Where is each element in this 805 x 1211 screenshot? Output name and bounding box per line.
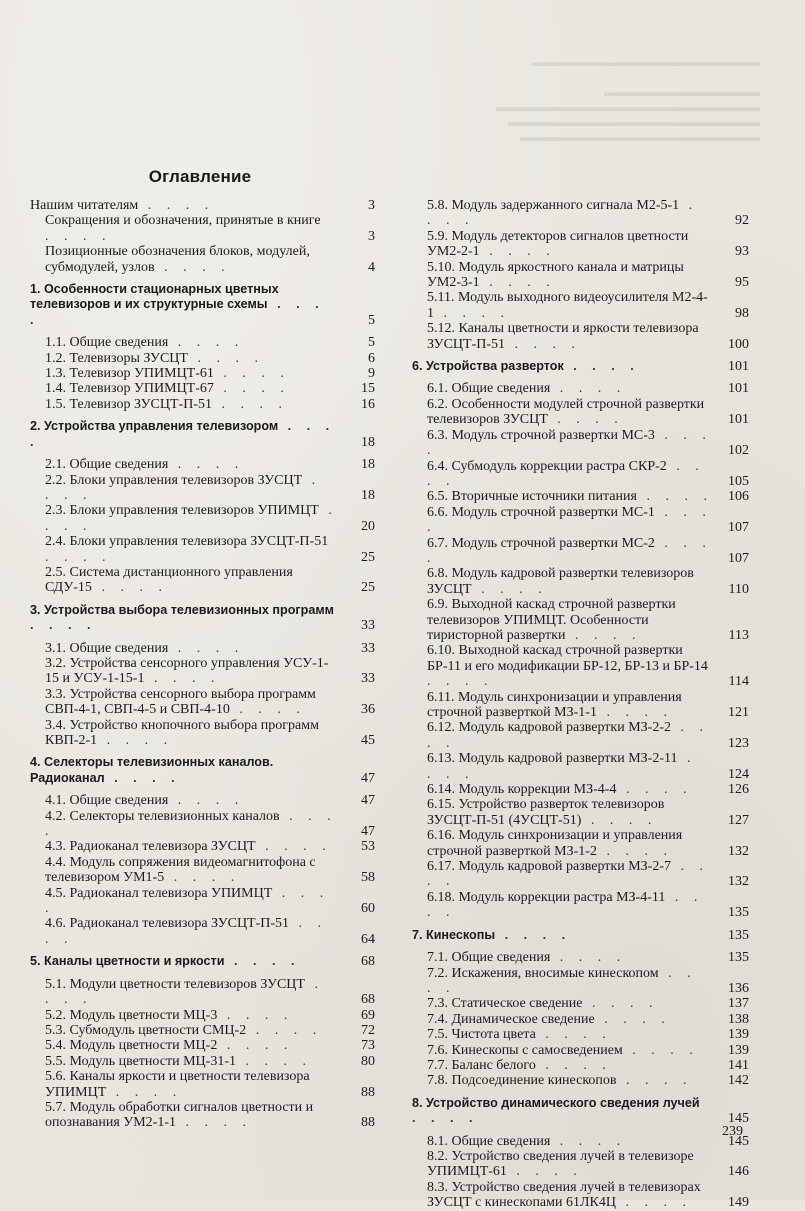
toc-entry-title: 7.8. Подсоединение кинескопов . . . . <box>427 1073 693 1089</box>
toc-entry-title: 5. Каналы цветности и яркости . . . . <box>30 954 301 969</box>
toc-entry <box>30 397 375 412</box>
toc-entry-page: 25 <box>361 549 375 565</box>
leader-dots: . . . . <box>550 1133 627 1149</box>
toc-entry-title: Позиционные обозначения блоков, модулей, субмодулей, узлов . . . . <box>45 244 310 275</box>
toc-entry <box>412 260 749 291</box>
toc-entry-page: 142 <box>728 1073 749 1089</box>
toc-entry-title: 5.3. Субмодуль цветности СМЦ-2 . . . . <box>45 1022 323 1038</box>
toc-entry-title: 6.16. Модуль синхронизации и управления строчной разверткой МЗ-1-2 . . . . <box>427 828 683 859</box>
toc-entry <box>30 886 375 917</box>
toc-entry-page: 126 <box>728 782 749 798</box>
leader-dots: . . . . <box>495 927 572 942</box>
leader-dots: . . . . <box>616 1073 693 1089</box>
toc-entry-page: 127 <box>728 812 749 828</box>
leader-dots: . . . . <box>217 1038 294 1054</box>
toc-entry-page: 139 <box>728 1027 749 1043</box>
toc-entry-title: 1.1. Общие сведения . . . . <box>45 335 245 351</box>
leader-dots: . . . . <box>144 671 221 687</box>
toc-entry <box>30 855 375 886</box>
leader-dots: . . . . <box>505 336 582 352</box>
leader-dots: . . . . <box>427 427 712 459</box>
toc-entry-title: 2. Устройства управления телевизором . . . . <box>30 419 336 449</box>
toc-entry <box>412 1180 749 1211</box>
toc-entry <box>30 381 375 396</box>
toc-entry-page: 107 <box>728 550 749 566</box>
toc-entry-page: 145 <box>728 1133 749 1149</box>
toc-entry <box>412 428 749 459</box>
toc-entry-title: 6.11. Модуль синхронизации и управления строчной разверткой МЗ-1-1 . . . . <box>427 689 682 720</box>
toc-entry-page: 141 <box>728 1057 749 1073</box>
leader-dots: . . . . <box>168 640 245 656</box>
toc-entry-page: 36 <box>361 702 375 718</box>
toc-entry-title: 5.7. Модуль обработки сигналов цветности и опознавания УМ2-1-1 . . . . <box>45 1099 314 1131</box>
toc-entry-page: 98 <box>735 305 749 321</box>
leader-dots: . . . . <box>427 889 704 921</box>
leader-dots: . . . . <box>45 916 328 947</box>
toc-entry-title: 7.2. Искажения, вносимые кинескопом . . . . <box>427 965 697 996</box>
toc-entry <box>412 536 749 567</box>
toc-entry <box>30 351 375 366</box>
leader-dots: . . . . <box>45 228 112 244</box>
toc-entry <box>412 950 749 965</box>
toc-entry-page: 18 <box>361 457 375 473</box>
toc-entry <box>412 690 749 721</box>
leader-dots: . . . . <box>471 581 548 597</box>
leader-dots: . . . . <box>616 782 693 798</box>
toc-entry-page: 137 <box>728 996 749 1012</box>
leader-dots: . . . . <box>427 458 705 489</box>
leader-dots: . . . . <box>255 839 332 855</box>
toc-entry-page: 101 <box>728 381 749 397</box>
toc-chapter-entry <box>30 755 375 786</box>
toc-entry <box>412 381 749 396</box>
toc-entry <box>412 1134 749 1149</box>
leader-dots: . . . . <box>594 1011 671 1027</box>
leader-dots: . . . . <box>427 198 699 229</box>
toc-entry-page: 53 <box>361 839 375 855</box>
toc-chapter-entry <box>30 282 375 328</box>
toc-entry-page: 16 <box>361 396 375 412</box>
toc-entry-title: 5.1. Модули цветности телевизоров ЗУСЦТ . . . . <box>45 976 324 1008</box>
toc-entry-page: 15 <box>361 381 375 397</box>
toc-entry-page: 69 <box>361 1007 375 1023</box>
toc-entry-page: 132 <box>728 874 749 890</box>
leader-dots: . . . . <box>535 1027 612 1043</box>
leader-dots: . . . . <box>213 366 290 382</box>
leader-dots: . . . . <box>30 419 336 449</box>
toc-entry-title: 5.11. Модуль выходного видеоусилителя М2-4-1 . . . . <box>427 290 708 321</box>
toc-entry-page: 25 <box>361 580 375 596</box>
toc-entry-page: 18 <box>361 487 375 503</box>
toc-entry <box>30 503 375 534</box>
leader-dots: . . . . <box>30 297 325 327</box>
leader-dots: . . . . <box>615 1195 692 1211</box>
toc-entry <box>30 1069 375 1100</box>
toc-entry-page: 101 <box>728 412 749 428</box>
toc-entry-page: 110 <box>728 581 749 597</box>
toc-entry <box>412 229 749 260</box>
toc-entry-page: 139 <box>728 1042 749 1058</box>
toc-entry-page: 135 <box>728 950 749 966</box>
leader-dots: . . . . <box>164 870 241 886</box>
toc-entry-title: 6.10. Выходной каскад строчной развертки БР-11 и его модификации БР-12, БР-13 и БР-14 . . . . <box>427 643 708 690</box>
toc-chapter-entry <box>412 1096 749 1127</box>
toc-entry-title: 6.2. Особенности модулей строчной развертки телевизоров ЗУСЦТ . . . . <box>427 396 705 428</box>
toc-entry <box>30 1100 375 1131</box>
toc-entry-page: 47 <box>361 824 375 840</box>
leader-dots: . . . . <box>596 705 673 720</box>
toc-entry <box>412 290 749 321</box>
toc-entry <box>30 718 375 749</box>
toc-entry <box>30 565 375 596</box>
toc-entry-page: 88 <box>361 1115 375 1131</box>
toc-entry-title: 4.6. Радиоканал телевизора ЗУСЦТ-П-51 . . . . <box>45 916 328 947</box>
toc-entry-page: 80 <box>361 1053 375 1069</box>
leader-dots: . . . . <box>224 954 301 969</box>
leader-dots: . . . . <box>138 198 215 213</box>
toc-entry-title: 3. Устройства выбора телевизионных программ . . . . <box>30 602 334 633</box>
leader-dots: . . . . <box>106 1084 183 1100</box>
toc-entry-title: 6.14. Модуль коррекции МЗ-4-4 . . . . <box>427 782 693 798</box>
toc-entry-title: 4.1. Общие сведения . . . . <box>45 793 245 809</box>
leader-dots: . . . . <box>30 618 97 633</box>
toc-entry-page: 145 <box>728 1111 749 1127</box>
toc-entry-title: 6.4. Субмодуль коррекции растра СКР-2 . . . . <box>427 458 705 489</box>
toc-entry-page: 47 <box>361 770 375 786</box>
toc-entry-page: 33 <box>361 640 375 656</box>
toc-entry-page: 5 <box>368 312 375 328</box>
toc-entry <box>30 809 375 840</box>
toc-entry-page: 106 <box>728 489 749 505</box>
toc-entry-title: 5.9. Модуль детекторов сигналов цветности УМ2-2-1 . . . . <box>427 228 689 260</box>
leader-dots: . . . . <box>154 259 231 275</box>
toc-entry-page: 6 <box>368 350 375 366</box>
toc-entry-page: 138 <box>728 1011 749 1027</box>
toc-entry <box>412 566 749 597</box>
toc-entry-title: 6.6. Модуль строчной развертки МС-1 . . . . <box>427 504 712 536</box>
toc-entry-title: 8.3. Устройство сведения лучей в телевизорах ЗУСЦТ с кинескопами 61ЛК4Ц . . . . <box>427 1179 701 1211</box>
leader-dots: . . . . <box>581 812 658 828</box>
leader-dots: . . . . <box>427 535 712 566</box>
toc-entry-title: 3.1. Общие сведения . . . . <box>45 640 245 656</box>
leader-dots: . . . . <box>45 976 324 1008</box>
toc-entry <box>30 457 375 472</box>
reverse-page-bleed-through: ▬▬▬▬▬▬▬▬▬▬▬▬▬▬▬▬▬▬▬ ▬▬▬▬▬▬▬▬▬▬▬▬▬ ▬▬▬▬▬▬▬▬▬▬▬▬▬▬▬▬▬▬▬▬▬▬ ▬▬▬▬▬▬▬▬▬▬▬▬▬▬▬▬▬▬▬▬▬ ▬▬▬▬▬▬▬▬▬▬▬▬▬▬▬▬▬▬▬▬ <box>496 55 760 144</box>
toc-entry-title: 2.2. Блоки управления телевизоров ЗУСЦТ . . . . <box>45 472 322 503</box>
leader-dots: . . . . <box>168 457 245 473</box>
toc-entry <box>412 1058 749 1073</box>
toc-entry-title: 6.3. Модуль строчной развертки МС-3 . . . . <box>427 427 712 459</box>
toc-entry-title: 7. Кинескопы . . . . <box>412 927 572 942</box>
toc-right-column <box>412 198 749 1211</box>
toc-entry-title: 5.2. Модуль цветности МЦ-3 . . . . <box>45 1007 294 1023</box>
toc-entry-title: 1.3. Телевизор УПИМЦТ-61 . . . . <box>45 366 290 382</box>
toc-entry-title: 2.3. Блоки управления телевизоров УПИМЦТ . . . . <box>45 503 338 534</box>
leader-dots: . . . . <box>97 733 174 748</box>
leader-dots: . . . . <box>479 244 556 260</box>
toc-entry-page: 95 <box>735 275 749 291</box>
leader-dots: . . . . <box>45 549 112 565</box>
toc-entry-page: 113 <box>728 627 749 643</box>
toc-entry-page: 149 <box>728 1195 749 1211</box>
toc-entry <box>412 505 749 536</box>
leader-dots: . . . . <box>622 1042 699 1058</box>
toc-entry <box>412 643 749 689</box>
toc-entry-title: 3.4. Устройство кнопочного выбора программ КВП-2-1 . . . . <box>45 717 319 748</box>
toc-entry <box>30 977 375 1008</box>
toc-chapter-entry <box>412 359 749 374</box>
leader-dots: . . . . <box>45 472 322 503</box>
toc-entry <box>412 966 749 997</box>
toc-entry-page: 121 <box>728 705 749 720</box>
page-title: Оглавление <box>148 167 252 187</box>
leader-dots: . . . . <box>565 627 642 643</box>
leader-dots: . . . . <box>168 793 245 809</box>
leader-dots: . . . . <box>550 950 627 966</box>
toc-entry <box>30 656 375 687</box>
toc-entry <box>30 916 375 947</box>
toc-entry <box>30 473 375 504</box>
leader-dots: . . . . <box>246 1022 323 1038</box>
toc-entry-title: 7.3. Статическое сведение . . . . <box>427 996 659 1012</box>
toc-entry-title: 3.3. Устройства сенсорного выбора программ СВП-4-1, СВП-4-5 и СВП-4-10 . . . . <box>45 686 316 718</box>
toc-entry-title: 7.6. Кинескопы с самосведением . . . . <box>427 1042 699 1058</box>
toc-entry <box>412 321 749 352</box>
leader-dots: . . . . <box>212 396 288 412</box>
toc-entry <box>30 1023 375 1038</box>
page-number: 239 <box>722 1124 743 1139</box>
toc-entry <box>412 1043 749 1058</box>
toc-entry-title: 1.5. Телевизор ЗУСЦТ-П-51 . . . . <box>45 396 288 412</box>
toc-entry-title: 6.5. Вторичные источники питания . . . . <box>427 489 713 505</box>
toc-entry-title: 5.6. Каналы яркости и цветности телевизора УПИМЦТ . . . . <box>45 1069 310 1100</box>
toc-entry-page: 92 <box>735 213 749 229</box>
toc-chapter-entry <box>412 928 749 943</box>
toc-entry-title: 2.4. Блоки управления телевизора ЗУСЦТ-П-51 . . . . <box>45 534 329 565</box>
leader-dots: . . . . <box>427 859 710 890</box>
toc-entry <box>412 597 749 643</box>
toc-entry <box>30 641 375 656</box>
toc-entry-page: 135 <box>728 905 749 921</box>
toc-entry-title: 3.2. Устройства сенсорного управления УСУ-1-15 и УСУ-1-15-1 . . . . <box>45 655 329 687</box>
toc-entry <box>30 839 375 854</box>
toc-entry-page: 102 <box>728 443 749 459</box>
toc-entry-title: 7.5. Чистота цвета . . . . <box>427 1027 612 1043</box>
toc-entry-page: 123 <box>728 735 749 751</box>
toc-entry-title: 6.1. Общие сведения . . . . <box>427 381 627 397</box>
toc-entry <box>412 1073 749 1088</box>
toc-entry-page: 73 <box>361 1038 375 1054</box>
toc-chapter-entry <box>30 603 375 634</box>
leader-dots: . . . . <box>187 350 264 366</box>
toc-entry <box>412 828 749 859</box>
toc-entry <box>412 751 749 782</box>
toc-entry <box>412 797 749 828</box>
leader-dots: . . . . <box>427 720 710 751</box>
toc-entry <box>30 687 375 718</box>
toc-entry-page: 100 <box>728 336 749 352</box>
toc-entry-page: 68 <box>361 992 375 1008</box>
toc-entry-title: 6.17. Модуль кадровой развертки МЗ-2-7 . . . . <box>427 859 710 890</box>
toc-chapter-entry <box>30 419 375 450</box>
toc-entry-page: 101 <box>728 359 749 375</box>
toc-entry <box>412 782 749 797</box>
toc-entry-title: 5.8. Модуль задержанного сигнала М2-5-1 . . . . <box>427 198 699 229</box>
leader-dots: . . . . <box>479 275 556 291</box>
toc-entry <box>412 459 749 490</box>
toc-chapter-entry <box>30 954 375 969</box>
toc-entry-title: 6.7. Модуль строчной развертки МС-2 . . . . <box>427 535 712 566</box>
toc-entry-page: 132 <box>728 843 749 859</box>
toc-entry-title: 1.4. Телевизор УПИМЦТ-67 . . . . <box>45 381 290 397</box>
toc-entry-page: 5 <box>368 335 375 351</box>
toc-entry-page: 72 <box>361 1022 375 1038</box>
toc-entry-title: 4.3. Радиоканал телевизора ЗУСЦТ . . . . <box>45 839 332 855</box>
toc-entry-title: 5.4. Модуль цветности МЦ-2 . . . . <box>45 1038 294 1054</box>
toc-entry-title: 7.1. Общие сведения . . . . <box>427 950 627 966</box>
toc-entry-page: 3 <box>368 198 375 213</box>
toc-entry-title: 4.5. Радиоканал телевизора УПИМЦТ . . . . <box>45 885 330 917</box>
toc-entry <box>30 1054 375 1069</box>
toc-entry-title: Нашим читателям . . . . <box>30 198 215 213</box>
toc-entry-page: 45 <box>361 733 375 748</box>
leader-dots: . . . . <box>427 674 494 690</box>
leader-dots: . . . . <box>45 885 330 917</box>
toc-entry <box>30 244 375 275</box>
toc-entry-page: 3 <box>368 228 375 244</box>
leader-dots: . . . . <box>636 489 713 505</box>
toc-entry-page: 136 <box>728 980 749 996</box>
leader-dots: . . . . <box>596 843 673 859</box>
toc-entry-page: 60 <box>361 901 375 917</box>
toc-entry-title: 6.13. Модуль кадровой развертки МЗ-2-11 . . . . <box>427 751 697 782</box>
toc-entry-page: 68 <box>361 954 375 970</box>
toc-entry <box>412 996 749 1011</box>
leader-dots: . . . . <box>45 503 338 534</box>
toc-entry-title: 8.2. Устройство сведения лучей в телевизоре УПИМЦТ-61 . . . . <box>427 1148 694 1180</box>
toc-entry <box>412 720 749 751</box>
toc-entry-title: 2.1. Общие сведения . . . . <box>45 457 245 473</box>
toc-entry <box>412 859 749 890</box>
toc-entry-title: 7.7. Баланс белого . . . . <box>427 1057 612 1073</box>
toc-entry-title: 8. Устройство динамического сведения лучей . . . . <box>412 1095 700 1126</box>
toc-entry-page: 4 <box>368 259 375 275</box>
toc-entry <box>412 1027 749 1042</box>
toc-entry-page: 146 <box>728 1164 749 1180</box>
toc-entry-page: 88 <box>361 1084 375 1100</box>
leader-dots: . . . . <box>45 808 337 840</box>
toc-entry-title: 6. Устройства разверток . . . . <box>412 359 640 374</box>
toc-left-column <box>30 198 375 1131</box>
toc-entry <box>30 198 375 213</box>
leader-dots: . . . . <box>168 335 245 351</box>
toc-entry <box>412 397 749 428</box>
toc-entry-page: 93 <box>735 244 749 260</box>
leader-dots: . . . . <box>213 381 290 397</box>
toc-entry <box>412 489 749 504</box>
leader-dots: . . . . <box>547 412 624 428</box>
toc-entry-page: 107 <box>728 520 749 536</box>
toc-entry-title: 8.1. Общие сведения . . . . <box>427 1133 627 1149</box>
leader-dots: . . . . <box>91 580 168 596</box>
leader-dots: . . . . <box>535 1057 612 1073</box>
toc-entry-page: 105 <box>728 473 749 489</box>
toc-entry-page: 47 <box>361 793 375 809</box>
toc-entry-page: 124 <box>728 766 749 782</box>
leader-dots: . . . . <box>506 1164 583 1180</box>
toc-entry-title: 4.2. Селекторы телевизионных каналов . . . . <box>45 808 337 840</box>
toc-entry-title: 5.12. Каналы цветности и яркости телевизора ЗУСЦТ-П-51 . . . . <box>427 321 699 352</box>
toc-entry <box>412 1149 749 1180</box>
toc-entry-page: 18 <box>361 434 375 450</box>
toc-entry-title: 1.2. Телевизоры ЗУСЦТ . . . . <box>45 350 264 366</box>
leader-dots: . . . . <box>427 504 712 536</box>
toc-entry-page: 9 <box>368 366 375 382</box>
leader-dots: . . . . <box>563 359 640 374</box>
toc-entry-page: 64 <box>361 931 375 947</box>
leader-dots: . . . . <box>235 1053 312 1069</box>
toc-entry-title: 6.9. Выходной каскад строчной развертки телевизоров УПИМЦТ. Особенности тиристорной развертки . . . . <box>427 597 676 643</box>
toc-entry-title: 6.15. Устройство разверток телевизоров ЗУСЦТ-П-51 (4УСЦТ-51) . . . . <box>427 797 665 828</box>
leader-dots: . . . . <box>104 770 181 785</box>
toc-entry <box>30 793 375 808</box>
toc-entry-title: 6.18. Модуль коррекции растра МЗ-4-11 . . . . <box>427 889 704 921</box>
leader-dots: . . . . <box>550 381 627 397</box>
leader-dots: . . . . <box>582 996 659 1012</box>
leader-dots: . . . . <box>217 1007 294 1023</box>
toc-entry-page: 33 <box>361 671 375 687</box>
toc-entry <box>30 213 375 244</box>
toc-entry <box>30 1008 375 1023</box>
toc-entry-title: 6.12. Модуль кадровой развертки МЗ-2-2 . . . . <box>427 720 710 751</box>
toc-entry <box>412 198 749 229</box>
toc-entry-title: 7.4. Динамическое сведение . . . . <box>427 1011 671 1027</box>
toc-entry-title: 1. Особенности стационарных цветных телевизоров и их структурные схемы . . . . <box>30 282 325 327</box>
toc-entry <box>412 890 749 921</box>
toc-entry <box>412 1012 749 1027</box>
leader-dots: . . . . <box>175 1115 252 1131</box>
leader-dots: . . . . <box>427 965 697 996</box>
toc-entry-title: 5.5. Модуль цветности МЦ-31-1 . . . . <box>45 1053 312 1069</box>
toc-entry-title: 5.10. Модуль яркостного канала и матрицы УМ2-3-1 . . . . <box>427 259 684 291</box>
leader-dots: . . . . <box>229 702 306 718</box>
toc-entry-page: 135 <box>728 927 749 943</box>
leader-dots: . . . . <box>412 1111 479 1126</box>
toc-entry-title: 6.8. Модуль кадровой развертки телевизоров ЗУСЦТ . . . . <box>427 566 694 597</box>
leader-dots: . . . . <box>434 305 510 321</box>
toc-entry-title: 4. Селекторы телевизионных каналов. Радиоканал . . . . <box>30 755 274 785</box>
toc-entry-page: 20 <box>361 518 375 534</box>
toc-entry-title: Сокращения и обозначения, принятые в книге . . . . <box>45 213 321 244</box>
toc-entry <box>30 1038 375 1053</box>
toc-entry <box>30 335 375 350</box>
toc-entry-title: 4.4. Модуль сопряжения видеомагнитофона с телевизором УМ1-5 . . . . <box>45 854 316 886</box>
toc-entry-title: 2.5. Система дистанционного управления СДУ-15 . . . . <box>45 564 293 596</box>
toc-entry-page: 33 <box>361 618 375 634</box>
toc-entry <box>30 534 375 565</box>
toc-entry-page: 58 <box>361 870 375 886</box>
toc-entry-page: 114 <box>728 674 749 690</box>
leader-dots: . . . . <box>427 751 697 782</box>
toc-entry <box>30 366 375 381</box>
